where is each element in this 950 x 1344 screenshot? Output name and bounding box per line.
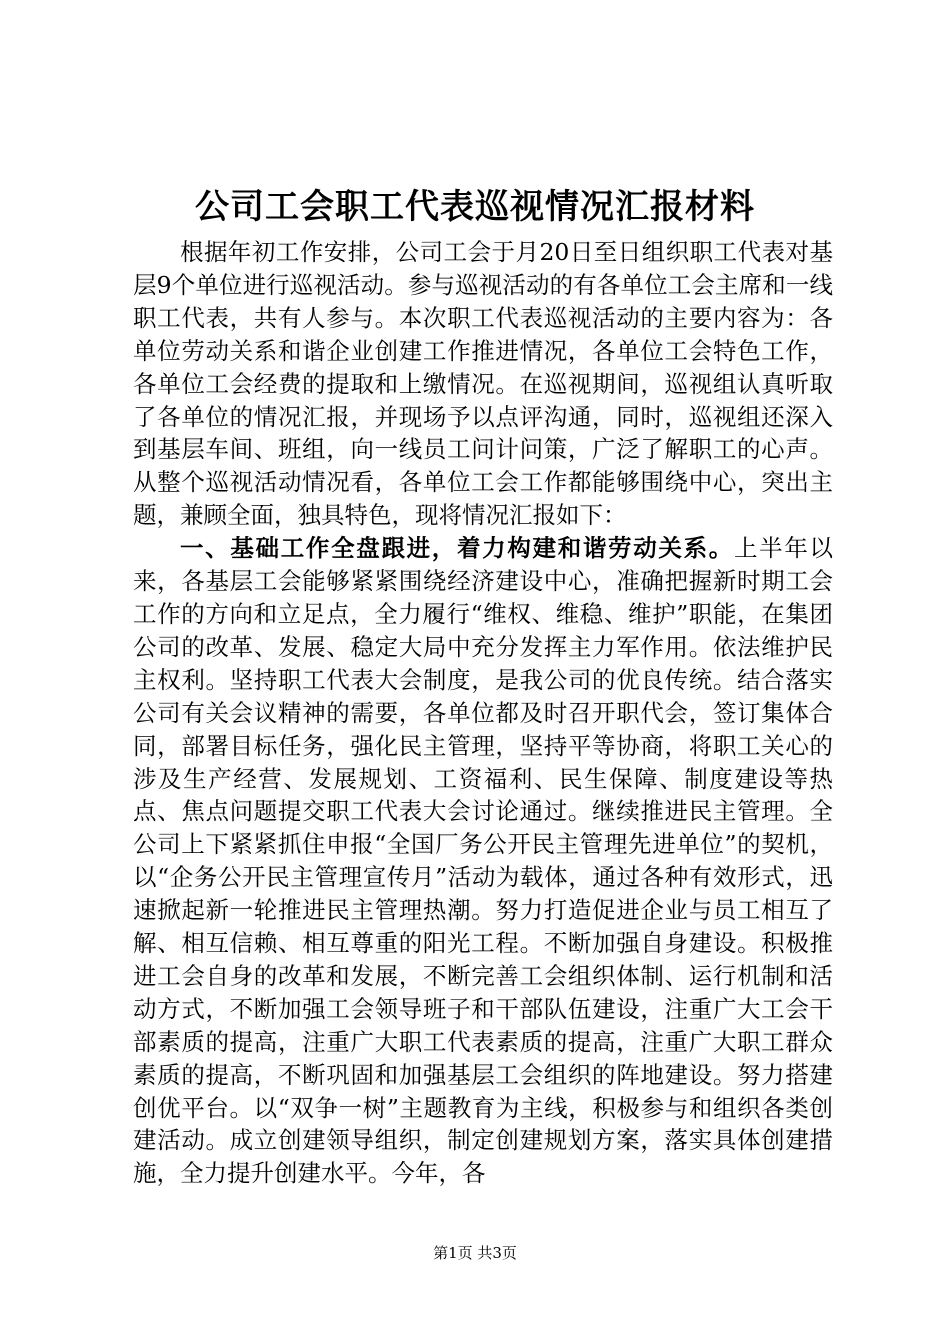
document-title: 公司工会职工代表巡视情况汇报材料 [195, 187, 755, 227]
paragraph-section-1 [133, 532, 833, 1190]
section-1-text: 上半年以来，各基层工会能够紧紧围绕经济建设中心，准确把握新时期工会工作的方向和立足点，全力履行“维权、维稳、维护”职能，在集团公司的改革、发展、稳定大局中充分发挥主力军作用。依法维护民主权利。坚持职工代表大会制度，是我公司的优良传统。结合落实公司有关会议精神的需要，各单位都及时召开职代会，签订集体合同，部署目标任务，强化民主管理，坚持平等协商，将职工关心的涉及生产经营、发展规划、工资福利、民生保障、制度建设等热点、焦点问题提交职工代表大会讨论通过。继续推进民主管理。全公司上下紧紧抓住申报“全国厂务公开民主管理先进单位”的契机，以“企务公开民主管理宣传月”活动为载体，通过各种有效形式，迅速掀起新一轮推进民主管理热潮。努力打造促进企业与员工相互了解、相互信赖、相互尊重的阳光工程。不断加强自身建设。积极推进工会自身的改革和发展，不断完善工会组织体制、运行机制和活动方式，不断加强工会领导班子和干部队伍建设，注重广大工会干部素质的提高，注重广大职工代表素质的提高，注重广大职工群众素质的提高，不断巩固和加强基层工会组织的阵地建设。努力搭建创优平台。以“双争一树”主题教育为主线，积极参与和组织各类创建活动。成立创建领导组织，制定创建规划方案，落实具体创建措施，全力提升创建水平。今年，各 [133, 534, 834, 1188]
document-body [133, 236, 833, 1190]
page-footer: 第1页 共3页 [433, 1244, 517, 1262]
paragraph-intro [133, 236, 833, 532]
paragraph-intro-text: 根据年初工作安排，公司工会于月20日至日组织职工代表对基层9个单位进行巡视活动。参与巡视活动的有各单位工会主席和一线职工代表，共有人参与。本次职工代表巡视活动的主要内容为：各单位劳动关系和谐企业创建工作推进情况，各单位工会特色工作，各单位工会经费的提取和上缴情况。在巡视期间，巡视组认真听取了各单位的情况汇报，并现场予以点评沟通，同时，巡视组还深入到基层车间、班组，向一线员工问计问策，广泛了解职工的心声。从整个巡视活动情况看，各单位工会工作都能够围绕中心，突出主题，兼顾全面，独具特色，现将情况汇报如下： [133, 238, 833, 530]
section-1-heading: 一、基础工作全盘跟进，着力构建和谐劳动关系。 [180, 534, 734, 563]
